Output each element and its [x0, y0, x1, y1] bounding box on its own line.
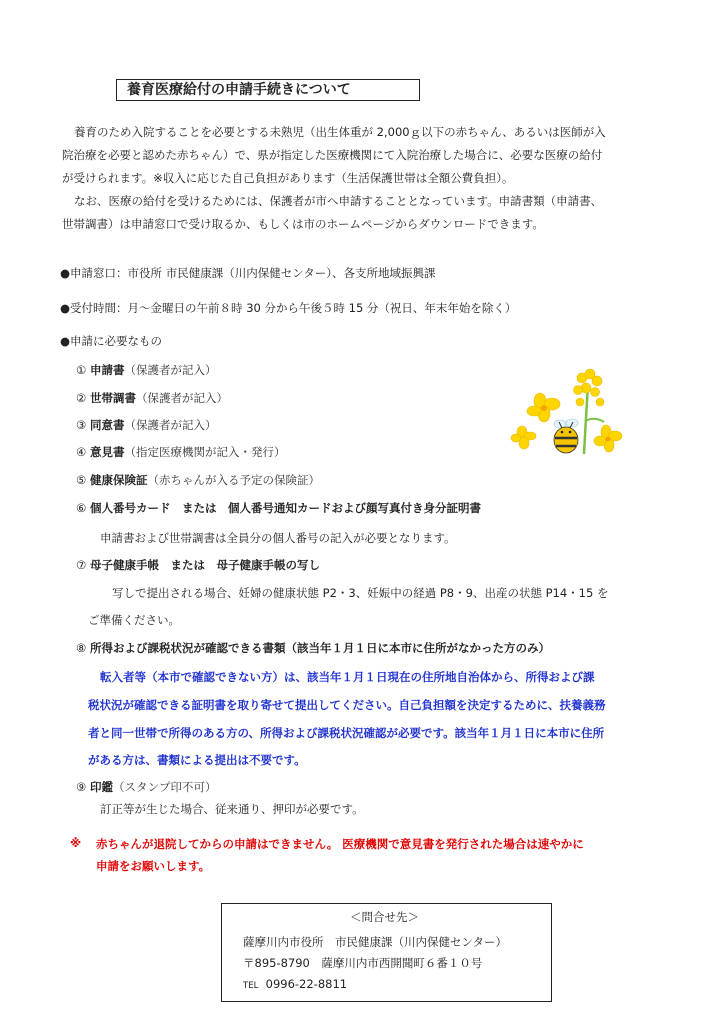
required-item — [76, 362, 216, 378]
item-note: （指定医療機関が記入・発行） — [124, 445, 286, 459]
page-title: 養育医療給付の申請手続きについて — [116, 79, 420, 101]
item-number: ② — [76, 391, 87, 405]
item-number: ⑥ — [76, 501, 87, 515]
notice-line: 申請をお願いします。 — [96, 859, 211, 873]
item-note: （保護者が記入） — [124, 363, 217, 377]
item-number: ⑧ — [76, 641, 87, 655]
required-item — [76, 444, 285, 460]
item-detail-emphasis: がある方は、書類による提出は不要です。 — [88, 753, 306, 767]
intro-line: 養育のため入院することを必要とする未熟児（出生体重が 2,000ｇ以下の赤ちゃん、あるいは医師が入 — [74, 125, 606, 139]
item-number: ① — [76, 363, 87, 377]
item-number: ⑦ — [76, 558, 87, 572]
rapeseed-flower-and-bee-illustration — [500, 366, 630, 466]
intro-paragraph-1 — [62, 121, 672, 236]
contact-tel — [243, 977, 347, 991]
required-items-heading: ●申請に必要なもの — [60, 334, 163, 348]
notice-line: 赤ちゃんが退院してからの申請はできません。 医療機関で意見書を発行された場合は速やかに — [96, 837, 584, 851]
item-note: （赤ちゃんが入る予定の保険証） — [147, 473, 320, 487]
item-number: ⑤ — [76, 473, 87, 487]
item-note: （保護者が記入） — [135, 391, 228, 405]
contact-office: 薩摩川内市役所 市民健康課（川内保健センター） — [243, 935, 508, 949]
contact-address: 〒895-8790 薩摩川内市西開聞町６番１０号 — [243, 956, 483, 970]
tel-label: TEL — [243, 981, 259, 991]
notice-mark: ※ — [70, 836, 82, 850]
tel-number: 0996-22-8811 — [265, 977, 348, 991]
required-item — [76, 472, 320, 488]
item-label: 世帯調書 — [89, 391, 136, 405]
item-label: 母子健康手帳 または 母子健康手帳の写し — [89, 558, 320, 572]
reception-hours: ●受付時間：月～金曜日の午前８時 30 分から午後５時 15 分（祝日、年末年始を除く） — [60, 301, 517, 315]
item-number: ③ — [76, 418, 87, 432]
required-item — [76, 557, 320, 573]
item-label: 健康保険証 — [89, 473, 148, 487]
required-item — [76, 390, 228, 406]
intro-line: なお、医療の給付を受けるためには、保護者が市へ申請することとなっています。申請書類（申請書、 — [74, 194, 603, 208]
item-detail: 写しで提出される場合、妊婦の健康状態 P2・3、妊娠中の経過 P8・9、出産の状態 P14・15 を — [112, 586, 609, 600]
item-label: 印鑑 — [89, 780, 113, 794]
item-note: （保護者が記入） — [124, 418, 217, 432]
item-label: 同意書 — [89, 418, 125, 432]
item-number: ⑨ — [76, 780, 87, 794]
item-detail-emphasis: 転入者等（本市で確認できない方）は、該当年１月１日現在の住所地自治体から、所得および課 — [100, 670, 595, 684]
item-label: 意見書 — [89, 445, 125, 459]
item-detail: 訂正等が生じた場合、従来通り、押印が必要です。 — [100, 802, 364, 816]
intro-line: が受けられます。※収入に応じた自己負担があります（生活保護世帯は全額公費負担）。 — [62, 171, 514, 185]
required-item — [76, 500, 481, 516]
intro-line: 世帯調書）は申請窓口で受け取るか、もしくは市のホームページからダウンロードできます。 — [62, 217, 544, 231]
required-item — [76, 417, 216, 433]
required-item — [76, 779, 216, 795]
item-note: （スタンプ印不可） — [112, 780, 217, 794]
item-label: 所得および課税状況が確認できる書類（該当年１月１日に本市に住所がなかった方のみ） — [89, 641, 550, 655]
item-detail-emphasis: 者と同一世帯で所得のある方の、所得および課税状況確認が必要です。該当年１月１日に本市に住所 — [88, 726, 605, 740]
item-detail: ご準備ください。 — [88, 613, 180, 627]
item-detail-emphasis: 税状況が確認できる証明書を取り寄せて提出してください。自己負担額を決定するために、扶養義務 — [88, 698, 606, 712]
required-item — [76, 640, 550, 656]
item-detail: 申請書および世帯調書は全員分の個人番号の記入が必要となります。 — [100, 531, 456, 545]
contact-heading: ＜問合せ先＞ — [350, 910, 419, 924]
application-window: ●申請窓口：市役所 市民健康課（川内保健センター）、各支所地域振興課 — [60, 266, 436, 280]
item-number: ④ — [76, 445, 87, 459]
item-label: 申請書 — [89, 363, 125, 377]
item-label: 個人番号カード または 個人番号通知カードおよび顔写真付き身分証明書 — [89, 501, 481, 515]
intro-line: 院治療を必要と認めた赤ちゃん）で、県が指定した医療機関にて入院治療した場合に、必要な医療の給付 — [62, 148, 603, 162]
